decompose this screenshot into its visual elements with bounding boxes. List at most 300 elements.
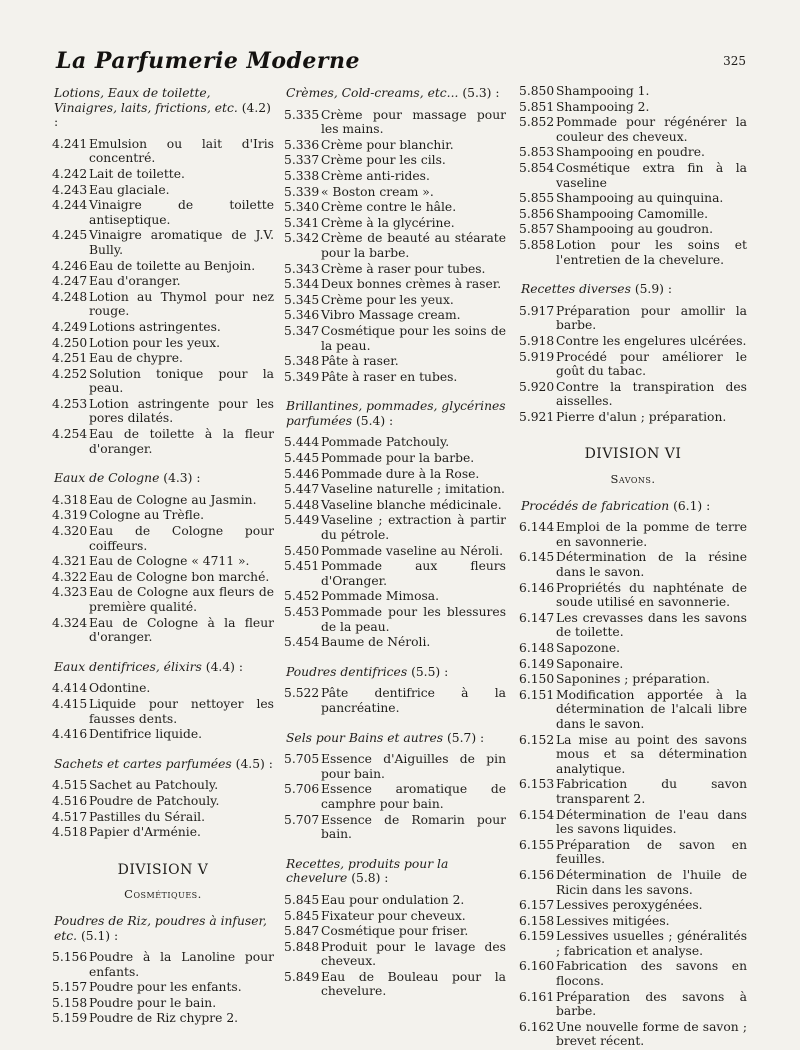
entry-text: Lait de toilette. [89,166,185,181]
entry-text: Eau de Cologne à la fleur d'oranger. [89,615,274,645]
entry-code: 4.318 [52,492,88,507]
list-item [52,524,274,553]
entry-code: 5.522 [284,686,320,701]
section-heading: Eaux de Cologne (4.3) : [54,471,201,486]
entry-code: 4.250 [52,335,88,350]
list-item [52,427,274,456]
entry-code: 5.344 [284,277,320,292]
entry-text: Préparation de savon en feuilles. [556,837,747,867]
entry-text: Liquide pour nettoyer les fausses dents. [89,696,274,726]
entry-text: Eau d'oranger. [89,274,181,289]
entry-text: Eau de Cologne pour coiffeurs. [89,524,274,553]
entry-code: 5.159 [52,1011,88,1026]
entry-text: Lotion au Thymol pour nez rouge. [89,289,274,319]
list-item [519,611,747,640]
list-item [519,520,747,549]
list-item [519,115,747,144]
entry-code: 5.335 [284,107,320,122]
list-item [52,778,274,793]
entry-text: Eau de toilette à la fleur d'oranger. [89,427,274,456]
list-item [52,259,274,274]
entry-code: 4.252 [52,366,88,381]
entry-code: 5.849 [284,969,320,984]
entry-text: Saponines ; préparation. [556,672,710,687]
list-item [284,277,506,292]
entry-code: 5.851 [519,99,555,114]
entry-text: Crème de beauté au stéarate pour la barbe. [321,231,506,260]
entry-code: 4.415 [52,696,88,711]
entry-text: Emploi de la pomme de terre en savonnerie. [556,520,747,549]
entry-code: 4.241 [52,136,88,151]
entry-text: Détermination de la résine dans le savon. [556,550,747,580]
section-heading: Sachets et cartes parfumées (4.5) : [54,756,273,771]
list-item [519,100,747,115]
entry-code: 6.150 [519,672,555,687]
entry-text: Pommade dure à la Rose. [321,466,480,481]
list-item [519,222,747,237]
list-item [284,467,506,482]
masthead-title: La Parfumerie Moderne [56,48,361,74]
list-item [519,808,747,837]
entry-code: 5.451 [284,559,320,574]
entry-code: 5.346 [284,308,320,323]
entry-text: Poudre de Riz chypre 2. [89,1011,239,1026]
list-item [52,493,274,508]
entry-code: 4.251 [52,351,88,366]
entry-code: 5.446 [284,466,320,481]
entry-text: Propriétés du naphténate de soude utilisé en savonnerie. [556,580,747,610]
division-title: DIVISION VI [584,446,682,463]
entry-code: 6.156 [519,867,555,882]
entry-text: Pommade pour la barbe. [321,451,475,466]
entry-code: 6.151 [519,687,555,702]
list-item [284,370,506,385]
entry-code: 5.454 [284,635,320,650]
entry-code: 5.845 [284,892,320,907]
entry-code: 6.147 [519,610,555,625]
entry-code: 5.453 [284,605,320,619]
entry-code: 5.858 [519,237,555,252]
entry-text: Crème à raser pour tubes. [321,261,486,276]
entry-code: 5.445 [284,451,320,466]
entry-code: 5.452 [284,589,320,604]
entry-text: Essence de Romarin pour bain. [321,812,506,842]
list-item [519,641,747,656]
list-item [52,167,274,182]
entry-text: Contre les engelures ulcérées. [556,333,747,348]
entry-code: 5.349 [284,369,320,384]
list-item [519,929,747,958]
list-item [519,1020,747,1049]
entry-code: 5.343 [284,261,320,276]
list-item [52,336,274,351]
list-item [52,794,274,809]
list-item [284,813,506,842]
entry-code: 4.322 [52,569,88,584]
entry-text: Pommade pour régénérer la couleur des cheveux. [556,115,747,144]
entry-code: 5.339 [284,184,320,199]
entry-text: Crème anti-rides. [321,168,430,183]
entry-text: Fabrication du savon transparent 2. [556,777,747,806]
entry-text: « Boston cream ». [321,184,434,199]
entry-text: Lotion pour les yeux. [89,335,221,350]
list-item [519,84,747,99]
list-item [284,262,506,277]
entry-code: 4.518 [52,825,88,840]
entry-code: 6.158 [519,913,555,928]
list-item [284,138,506,153]
list-item [284,909,506,924]
entry-code: 5.444 [284,435,320,450]
entry-code: 5.158 [52,995,88,1010]
entry-code: 4.414 [52,681,88,696]
entry-text: La mise au point des savons mous et sa détermination analytique. [556,732,747,776]
entry-text: Poudre de Patchouly. [89,793,220,808]
entry-code: 6.162 [519,1019,555,1034]
section-heading: Brillantines, pommades, glycérines parfumées (5.4) : [286,399,506,428]
list-item [519,914,747,929]
entry-text: Pommade pour les blessures de la peau. [321,605,506,634]
list-item [284,924,506,939]
entry-code: 5.707 [284,812,320,827]
list-item [284,185,506,200]
list-item [284,589,506,604]
list-item [519,733,747,777]
entry-text: Deux bonnes crèmes à raser. [321,277,502,292]
entry-code: 6.153 [519,777,555,792]
entry-text: Essence d'Aiguilles de pin pour bain. [321,752,506,781]
list-item [52,996,274,1011]
list-item [519,410,747,425]
entry-text: Dentifrice liquide. [89,727,203,742]
entry-code: 5.920 [519,379,555,394]
entry-text: Détermination de l'eau dans les savons liquides. [556,807,747,837]
entry-code: 5.853 [519,145,555,160]
entry-code: 6.146 [519,580,555,595]
entry-code: 5.854 [519,160,555,175]
entry-code: 4.515 [52,778,88,793]
entry-text: Emulsion ou lait d'Iris concentré. [89,136,274,166]
entry-text: Vinaigre de toilette antiseptique. [89,198,274,227]
entry-code: 5.337 [284,153,320,168]
entry-text: Shampooing en poudre. [556,145,705,160]
list-item [284,970,506,999]
entry-list [284,752,506,842]
entry-text: Cosmétique pour les soins de la peau. [321,323,506,353]
list-item [284,559,506,588]
division-title: DIVISION V [117,861,209,878]
entry-text: Eau pour ondulation 2. [321,892,465,907]
entry-code: 5.156 [52,950,88,965]
list-item [52,697,274,726]
list-item [284,169,506,184]
entry-code: 6.155 [519,837,555,852]
entry-list [52,493,274,645]
list-item [284,893,506,908]
list-item [519,550,747,579]
entry-text: Eau de toilette au Benjoin. [89,258,256,273]
entry-code: 5.342 [284,231,320,246]
section-heading: Crèmes, Cold-creams, etc... (5.3) : [286,86,500,100]
list-item [284,544,506,559]
entry-text: Eau de Bouleau pour la chevelure. [321,969,506,999]
list-item [519,838,747,867]
list-item [284,752,506,781]
list-item [284,482,506,497]
list-item [519,581,747,610]
list-item [284,153,506,168]
list-item [284,200,506,215]
section-heading: Poudres dentifrices (5.5) : [286,664,449,679]
list-item [52,198,274,227]
entry-text: Pommade aux fleurs d'Oranger. [321,559,506,588]
entry-text: Vaseline naturelle ; imitation. [321,482,505,497]
list-item [284,324,506,353]
entry-code: 4.319 [52,508,88,523]
entry-text: Fixateur pour cheveux. [321,908,466,923]
entry-text: Préparation pour amollir la barbe. [556,303,747,333]
entry-text: Pâte à raser en tubes. [321,369,458,384]
entry-text: Shampooing 1. [556,84,650,98]
entry-text: Lotion astringente pour les pores dilatés. [89,396,274,426]
entry-text: Shampooing Camomille. [556,206,709,221]
entry-text: Vaseline blanche médicinale. [321,497,502,512]
entry-text: Pâte à raser. [321,354,399,369]
entry-text: Lotions astringentes. [89,319,221,334]
entry-code: 5.921 [519,409,555,424]
entry-list [519,304,747,425]
entry-code: 5.449 [284,513,320,528]
entry-text: Crème à la glycérine. [321,215,455,230]
list-item [52,727,274,742]
entry-code: 5.338 [284,168,320,183]
list-item [284,108,506,137]
list-item [52,508,274,523]
section-heading: Recettes diverses (5.9) : [521,282,673,297]
list-item [52,274,274,289]
entry-code: 4.320 [52,524,88,539]
list-item [52,183,274,198]
entry-code: 5.705 [284,752,320,767]
list-item [284,293,506,308]
entry-text: Pommade Patchouly. [321,435,450,450]
entry-text: Crème pour les yeux. [321,292,454,307]
entry-code: 6.149 [519,656,555,671]
entry-text: Sapozone. [556,641,621,655]
entry-code: 4.248 [52,289,88,304]
list-item [284,354,506,369]
entry-text: Produit pour le lavage des cheveux. [321,939,506,969]
entry-text: Crème pour massage pour les mains. [321,107,506,137]
entry-code: 4.324 [52,615,88,630]
list-item [52,137,274,166]
entry-code: 6.152 [519,732,555,747]
entry-list [284,686,506,715]
entry-text: Essence aromatique de camphre pour bain. [321,782,506,811]
column-3 [519,84,747,1050]
entry-code: 6.145 [519,550,555,565]
entry-text: Contre la transpiration des aisselles. [556,379,747,409]
entry-text: Eau de chypre. [89,351,183,366]
list-item [52,980,274,995]
entry-code: 5.845 [284,908,320,923]
entry-code: 5.847 [284,924,320,939]
entry-list [52,778,274,839]
list-item [284,686,506,715]
entry-code: 6.157 [519,898,555,913]
entry-text: Eau de Cologne « 4711 ». [89,554,250,569]
list-item [52,228,274,257]
entry-code: 6.148 [519,641,555,655]
entry-code: 5.336 [284,137,320,152]
entry-code: 5.857 [519,222,555,237]
list-item [284,498,506,513]
entry-list [284,435,506,649]
list-item [519,145,747,160]
list-item [519,868,747,897]
entry-text: Papier d'Arménie. [89,825,201,840]
entry-code: 6.159 [519,929,555,944]
entry-code: 4.517 [52,809,88,824]
entry-text: Shampooing 2. [556,99,650,114]
column-1 [52,86,274,1027]
entry-text: Eau de Cologne aux fleurs de première qualité. [89,585,274,614]
entry-text: Détermination de l'huile de Ricin dans les savons. [556,867,747,897]
list-item [52,616,274,645]
list-item [519,657,747,672]
entry-list [284,893,506,999]
entry-code: 4.244 [52,198,88,213]
entry-text: Lessives mitigées. [556,913,670,928]
entry-code: 4.247 [52,274,88,289]
list-item [519,898,747,913]
entry-code: 5.340 [284,200,320,215]
list-item [519,959,747,988]
entry-list [52,950,274,1026]
list-item [284,635,506,650]
entry-code: 5.347 [284,323,320,338]
list-item [284,940,506,969]
entry-text: Sachet au Patchouly. [89,778,219,793]
list-item [519,161,747,190]
list-item [284,216,506,231]
list-item [52,367,274,396]
entry-text: Odontine. [89,681,151,696]
entry-text: Eau glaciale. [89,182,170,197]
entry-text: Cosmétique pour friser. [321,924,469,939]
entry-code: 5.852 [519,115,555,130]
list-item [284,451,506,466]
entry-list [284,108,506,385]
entry-text: Crème pour les cils. [321,153,446,168]
entry-text: Eau de Cologne bon marché. [89,569,270,584]
entry-text: Poudre à la Lanoline pour enfants. [89,950,274,979]
list-item [52,320,274,335]
entry-code: 4.253 [52,396,88,411]
entry-code: 5.855 [519,191,555,206]
entry-code: 5.448 [284,497,320,512]
entry-list [52,137,274,456]
entry-text: Poudre pour les enfants. [89,980,242,995]
entry-text: Pommade Mimosa. [321,589,440,604]
entry-text: Baume de Néroli. [321,635,431,650]
entry-text: Procédé pour améliorer le goût du tabac. [556,349,747,379]
list-item [519,207,747,222]
entry-list [52,681,274,741]
list-item [519,380,747,409]
entry-code: 5.345 [284,292,320,307]
list-item [519,350,747,379]
page-number: 325 [723,54,746,68]
entry-code: 5.856 [519,206,555,221]
entry-code: 6.161 [519,989,555,1004]
entry-code: 4.249 [52,319,88,334]
list-item [519,334,747,349]
list-item [519,304,747,333]
entry-text: Poudre pour le bain. [89,995,217,1010]
column-2 [284,86,506,1000]
entry-code: 4.246 [52,258,88,273]
page-header [56,48,746,78]
entry-text: Shampooing au goudron. [556,222,713,237]
entry-text: Shampooing au quinquina. [556,191,724,206]
division-subtitle: Cosmétiques. [124,887,202,902]
entry-text: Fabrication des savons en flocons. [556,959,747,989]
section-heading: Recettes, produits pour la chevelure (5.8) : [286,856,449,886]
list-item [284,435,506,450]
list-item [52,397,274,426]
entry-code: 4.516 [52,793,88,808]
entry-text: Cologne au Trèfle. [89,508,205,523]
entry-code: 4.254 [52,427,88,442]
entry-code: 4.243 [52,182,88,197]
entry-text: Crème pour blanchir. [321,137,454,152]
list-item [284,231,506,260]
entry-text: Eau de Cologne au Jasmin. [89,492,257,507]
entry-text: Solution tonique pour la peau. [89,366,274,396]
entry-code: 5.850 [519,84,555,98]
entry-code: 5.447 [284,482,320,497]
entry-text: Saponaire. [556,656,624,671]
entry-code: 4.245 [52,228,88,243]
entry-text: Lessives usuelles ; généralités ; fabrication et analyse. [556,929,747,958]
list-item [519,672,747,687]
list-item [519,777,747,806]
list-item [519,191,747,206]
list-item [284,782,506,811]
entry-code: 5.918 [519,333,555,348]
entry-list [519,520,747,1049]
entry-text: Les crevasses dans les savons de toilette. [556,610,747,640]
entry-text: Préparation des savons à barbe. [556,989,747,1019]
entry-list [519,84,747,267]
entry-code: 6.144 [519,520,555,535]
entry-code: 5.450 [284,543,320,558]
list-item [52,810,274,825]
entry-text: Une nouvelle forme de savon ; brevet récent. [556,1019,747,1049]
entry-text: Pommade vaseline au Néroli. [321,543,503,558]
entry-code: 6.160 [519,959,555,974]
list-item [284,308,506,323]
entry-code: 4.323 [52,585,88,600]
entry-text: Pastilles du Sérail. [89,809,205,824]
entry-code: 4.416 [52,727,88,742]
entry-text: Pierre d'alun ; préparation. [556,409,727,424]
entry-code: 5.706 [284,782,320,797]
entry-text: Vinaigre aromatique de J.V. Bully. [89,228,274,257]
entry-code: 4.242 [52,166,88,181]
entry-code: 5.157 [52,980,88,995]
